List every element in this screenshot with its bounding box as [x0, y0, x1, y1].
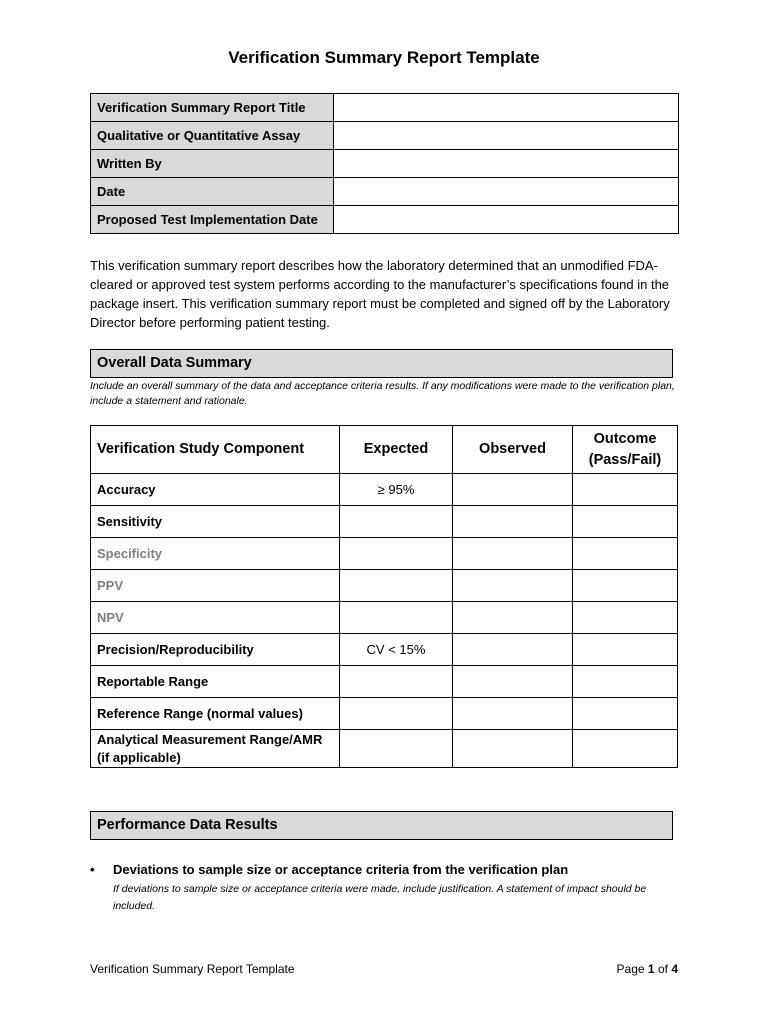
observed-cell[interactable] [453, 538, 573, 570]
overall-summary-note: Include an overall summary of the data and acceptance criteria results. If any modifications were made to the verification plan, include a statement and rationale. [90, 380, 675, 407]
expected-cell[interactable] [340, 730, 453, 768]
info-row [91, 150, 679, 178]
table-row [91, 506, 678, 538]
overall-data-summary-heading: Overall Data Summary [90, 349, 673, 378]
observed-cell[interactable] [453, 602, 573, 634]
outcome-cell[interactable] [573, 602, 678, 634]
column-header-outcome: Outcome (Pass/Fail) [573, 426, 678, 474]
page-of: of [657, 962, 668, 976]
observed-cell[interactable] [453, 474, 573, 506]
component-cell: Accuracy [91, 474, 340, 506]
expected-cell[interactable]: CV < 15% [340, 634, 453, 666]
outcome-cell[interactable] [573, 570, 678, 602]
column-header-expected: Expected [340, 426, 453, 474]
observed-cell[interactable] [453, 570, 573, 602]
outcome-cell[interactable] [573, 474, 678, 506]
report-info-table [90, 93, 679, 234]
component-cell: NPV [91, 602, 340, 634]
expected-cell[interactable] [340, 570, 453, 602]
table-row [91, 602, 678, 634]
table-row [91, 570, 678, 602]
info-label: Written By [91, 150, 334, 178]
table-row [91, 538, 678, 570]
deviations-note: If deviations to sample size or acceptance criteria were made, include justification. A statement of impact should be included. [113, 883, 647, 912]
page-total: 4 [671, 962, 678, 976]
page-label: Page [616, 962, 645, 976]
outcome-cell[interactable] [573, 538, 678, 570]
info-label: Date [91, 178, 334, 206]
component-cell: Analytical Measurement Range/AMR (if applicable) [91, 730, 340, 768]
page-title: Verification Summary Report Template [228, 48, 540, 67]
verification-study-table [90, 425, 678, 768]
outcome-cell[interactable] [573, 698, 678, 730]
info-value-field[interactable] [334, 178, 679, 206]
info-row [91, 206, 679, 234]
outcome-cell[interactable] [573, 634, 678, 666]
info-row [91, 94, 679, 122]
page-number [617, 962, 678, 976]
expected-cell[interactable] [340, 698, 453, 730]
info-value-field[interactable] [334, 206, 679, 234]
observed-cell[interactable] [453, 730, 573, 768]
info-value-field[interactable] [334, 150, 679, 178]
column-header-component: Verification Study Component [91, 426, 340, 474]
bullet-text: Deviations to sample size or acceptance criteria from the verification plan [113, 862, 569, 877]
footer-title: Verification Summary Report Template [90, 962, 295, 976]
page-current: 1 [647, 962, 655, 976]
observed-cell[interactable] [453, 634, 573, 666]
table-row [91, 474, 678, 506]
expected-cell[interactable] [340, 602, 453, 634]
info-row [91, 122, 679, 150]
expected-cell[interactable] [340, 506, 453, 538]
observed-cell[interactable] [453, 506, 573, 538]
observed-cell[interactable] [453, 698, 573, 730]
component-cell: Reportable Range [91, 666, 340, 698]
performance-data-results-heading: Performance Data Results [90, 811, 673, 840]
component-cell: PPV [91, 570, 340, 602]
expected-cell[interactable]: ≥ 95% [340, 474, 453, 506]
intro-paragraph: This verification summary report describes how the laboratory determined that an unmodified FDA-cleared or approved test system performs according to the manufacturer’s specifications found in the package insert. This verification summary report must be completed and signed off by the Laboratory Director before performing patient testing. [90, 258, 670, 330]
expected-cell[interactable] [340, 538, 453, 570]
table-row [91, 698, 678, 730]
outcome-cell[interactable] [573, 506, 678, 538]
observed-cell[interactable] [453, 666, 573, 698]
component-cell: Specificity [91, 538, 340, 570]
table-row [91, 634, 678, 666]
component-cell: Sensitivity [91, 506, 340, 538]
expected-cell[interactable] [340, 666, 453, 698]
table-row [91, 666, 678, 698]
info-value-field[interactable] [334, 122, 679, 150]
info-label: Proposed Test Implementation Date [91, 206, 334, 234]
info-value-field[interactable] [334, 94, 679, 122]
component-cell: Precision/Reproducibility [91, 634, 340, 666]
info-label: Verification Summary Report Title [91, 94, 334, 122]
column-header-observed: Observed [453, 426, 573, 474]
info-label: Qualitative or Quantitative Assay [91, 122, 334, 150]
component-cell: Reference Range (normal values) [91, 698, 340, 730]
outcome-cell[interactable] [573, 730, 678, 768]
info-row [91, 178, 679, 206]
outcome-cell[interactable] [573, 666, 678, 698]
table-header-row [91, 426, 678, 474]
table-row [91, 730, 678, 768]
bullet-dot: • [90, 862, 95, 877]
